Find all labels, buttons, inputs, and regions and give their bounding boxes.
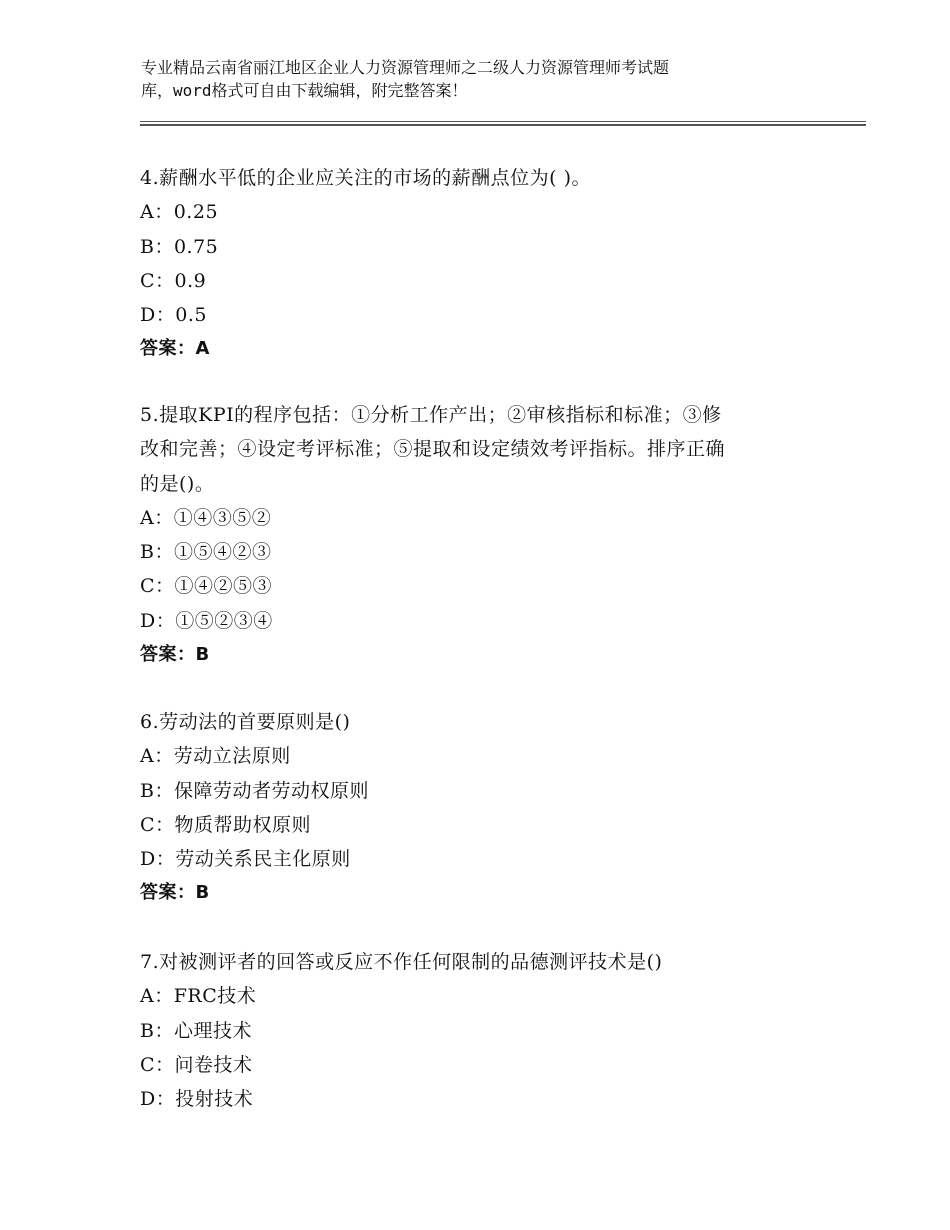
- header-divider-thick: [140, 124, 866, 126]
- header-divider-thin: [140, 121, 866, 122]
- option-b: B：①⑤④②③: [140, 541, 272, 564]
- stem-line: 的是()。: [140, 472, 215, 495]
- option-a: A：FRC技术: [140, 985, 257, 1008]
- question-5: [140, 398, 820, 672]
- option-b: B：心理技术: [140, 1019, 252, 1042]
- header-line-2: 库，word格式可自由下载编辑，附完整答案！: [141, 81, 468, 100]
- document-header: [141, 56, 781, 102]
- question-6: [140, 705, 820, 911]
- option-c: C：0.9: [140, 269, 207, 292]
- question-stem: [140, 945, 820, 979]
- option-d: D：投射技术: [140, 1088, 254, 1111]
- stem-line: 7.对被测评者的回答或反应不作任何限制的品德测评技术是(): [140, 951, 663, 973]
- question-stem: [140, 398, 820, 501]
- option-c: C：物质帮助权原则: [140, 813, 312, 836]
- option-a: A：0.25: [140, 201, 219, 224]
- option-c: C：问卷技术: [140, 1053, 253, 1076]
- stem-line: 5.提取KPI的程序包括：①分析工作产出；②审核指标和标准；③修: [140, 404, 722, 426]
- option-a: A：劳动立法原则: [140, 745, 291, 768]
- header-line-1: 专业精品云南省丽江地区企业人力资源管理师之二级人力资源管理师考试题: [141, 58, 670, 77]
- answer-line: 答案：B: [140, 882, 210, 904]
- question-7: [140, 945, 820, 1116]
- question-stem: [140, 705, 820, 739]
- answer-line: 答案：A: [140, 338, 210, 360]
- option-a: A：①④③⑤②: [140, 506, 272, 529]
- stem-line: 改和完善；④设定考评标准；⑤提取和设定绩效考评指标。排序正确: [140, 438, 726, 461]
- option-b: B：保障劳动者劳动权原则: [140, 779, 369, 802]
- option-d: D：劳动关系民主化原则: [140, 848, 351, 871]
- question-stem: [140, 161, 820, 195]
- stem-line: 6.劳动法的首要原则是(): [140, 711, 351, 733]
- answer-line: 答案：B: [140, 644, 210, 666]
- question-4: [140, 161, 820, 367]
- option-d: D：①⑤②③④: [140, 609, 273, 632]
- option-b: B：0.75: [140, 235, 219, 258]
- option-c: C：①④②⑤③: [140, 575, 273, 598]
- stem-line: 4.薪酬水平低的企业应关注的市场的薪酬点位为( )。: [140, 167, 591, 189]
- option-d: D：0.5: [140, 304, 207, 327]
